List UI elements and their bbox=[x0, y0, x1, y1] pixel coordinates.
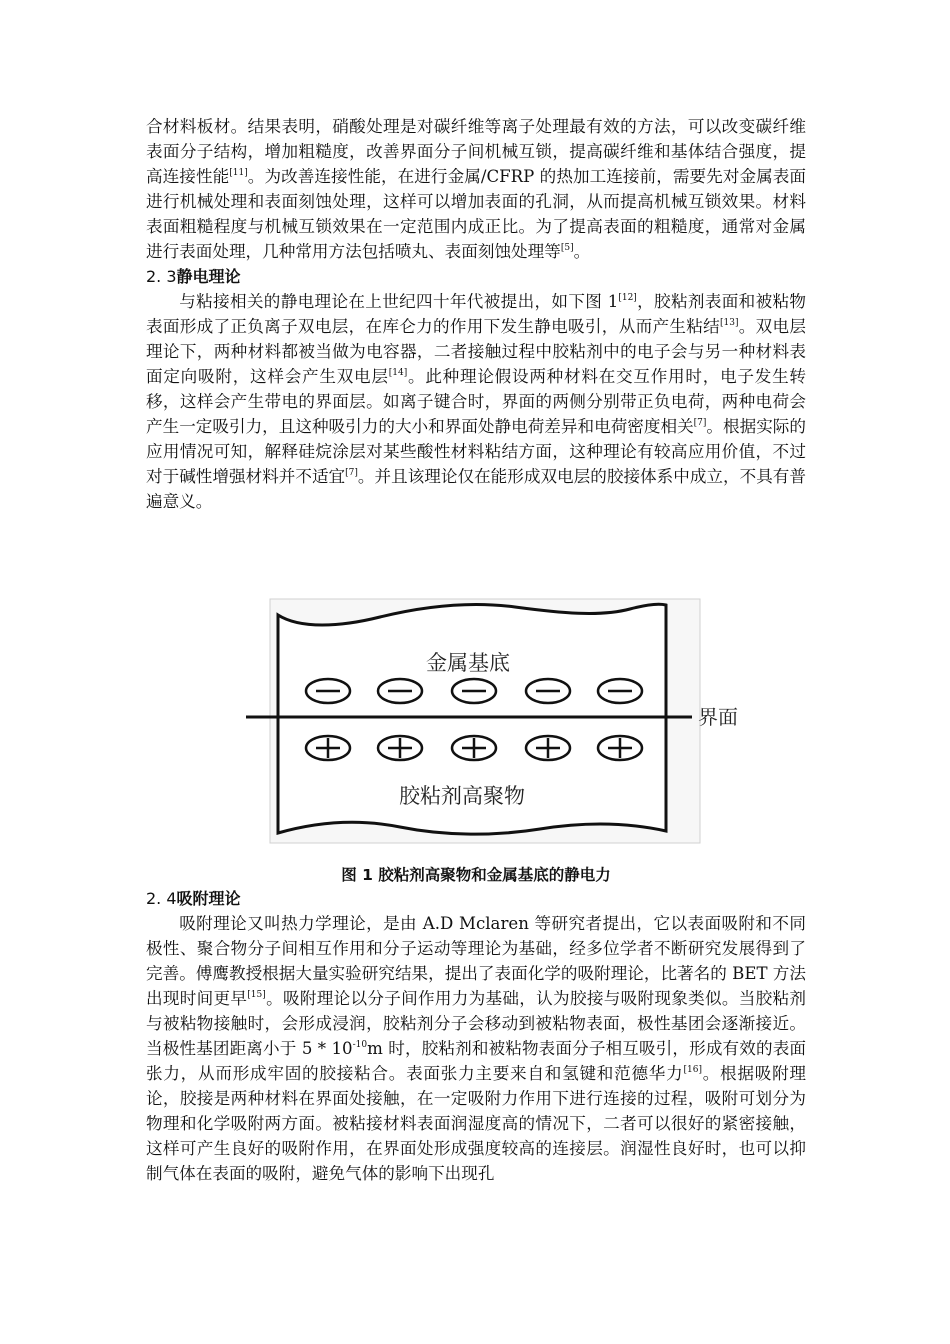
body-text: 与粘接相关的静电理论在上世纪四十年代被提出，如下图 1 bbox=[179, 292, 619, 311]
citation: [15] bbox=[247, 990, 266, 1000]
interface-label: 界面 bbox=[698, 705, 738, 729]
negative-charge-icon bbox=[526, 679, 570, 703]
positive-charge-icon bbox=[598, 736, 642, 760]
negative-charge-icon bbox=[598, 679, 642, 703]
section-2-4-heading bbox=[146, 886, 806, 911]
exponent: -10 bbox=[352, 1040, 368, 1050]
citation: [7] bbox=[345, 468, 358, 478]
section-title: 吸附理论 bbox=[176, 889, 241, 908]
intro-text-2: 。为改善连接性能，在进行金属/CFRP 的热加工连接前，需要先对金属表面进行机械处理和表面刻蚀处理，这样可以增加表面的孔洞，从而提高机械互锁效果。材料表面粗糙程度与机械互锁效果在一定范围内成正比。为了提高表面的粗糙度，通常对金属进行表面处理，几种常用方法包括喷丸、表面刻蚀处理等 bbox=[146, 167, 807, 261]
citation: [13] bbox=[720, 318, 739, 328]
section-title: 静电理论 bbox=[176, 267, 241, 286]
citation: [11] bbox=[229, 168, 248, 178]
intro-text-1: 合材料板材。结果表明，硝酸处理是对碳纤维等离子处理最有效的方法，可以改变碳纤维表面分子结构，增加粗糙度，改善界面分子间机械互锁，提高碳纤维和基体结合强度，提高连接性能 bbox=[146, 117, 806, 186]
section-2-4-paragraph bbox=[146, 911, 806, 1186]
body-text: 。吸附理论以分子间作用力为基础，认为胶接与吸附现象类似。当胶粘剂与被粘物接触时，会形成浸润，胶粘剂分子会移动到被粘物表面，极性基团会逐渐接近。当极性基团距离小于 5 * 10 bbox=[146, 989, 807, 1058]
citation: [16] bbox=[683, 1065, 702, 1075]
intro-paragraph bbox=[146, 114, 806, 264]
body-text: m 时，胶粘剂和被粘物表面分子相互吸引，形成有效的表面张力，从而形成牢固的胶接粘合。表面张力主要来自和氢键和范德华力 bbox=[146, 1039, 807, 1083]
figure-1-diagram bbox=[240, 593, 780, 847]
body-text: 。双电层理论下，两种材料都被当做为电容器，二者接触过程中胶粘剂中的电子会与另一种材料表面定向吸附，这样会产生双电层 bbox=[146, 317, 807, 386]
positive-charge-icon bbox=[452, 736, 496, 760]
upper-text bbox=[146, 114, 806, 514]
positive-charge-icon bbox=[306, 736, 350, 760]
body-text: 吸附理论又叫热力学理论，是由 A.D Mclaren 等研究者提出，它以表面吸附和不同极性、聚合物分子间相互作用和分子运动等理论为基础，经多位学者不断研究发展得到了完善。傅鹰教授根据大量实验研究结果，提出了表面化学的吸附理论，比著名的 BET 方法出现时间更早 bbox=[146, 914, 806, 1008]
body-text: 。此种理论假设两种材料在交互作用时，电子发生转移，这样会产生带电的界面层。如离子键合时，界面的两侧分别带正负电荷，两种电荷会产生一定吸引力，且这种吸引力的大小和界面处静电荷差异和电荷密度相关 bbox=[146, 367, 807, 436]
citation: [7] bbox=[693, 418, 707, 428]
lower-text bbox=[146, 886, 806, 1186]
citation: [5] bbox=[560, 243, 574, 253]
citation: [14] bbox=[388, 368, 408, 378]
body-text: 。根据吸附理论，胶接是两种材料在界面处接触，在一定吸附力作用下进行连接的过程，吸附可划分为物理和化学吸附两方面。被粘接材料表面润湿度高的情况下，二者可以很好的紧密接触，这样可产生良好的吸附作用，在界面处形成强度较高的连接层。润湿性良好时，也可以抑制气体在表面的吸附，避免气体的影响下出现孔 bbox=[146, 1064, 806, 1183]
body-text: ，胶粘剂表面和被粘物表面形成了正负离子双电层，在库仑力的作用下发生静电吸引，从而产生粘结 bbox=[146, 292, 807, 336]
section-2-3-heading bbox=[146, 264, 806, 289]
figure-1-caption: 图 1 胶粘剂高聚物和金属基底的静电力 bbox=[341, 866, 611, 884]
body-text: 。根据实际的应用情况可知，解释硅烷涂层对某些酸性材料粘结方面，这种理论有较高应用价值，不过对于碱性增强材料并不适宜 bbox=[146, 417, 806, 486]
intro-text-3: 。 bbox=[573, 242, 591, 261]
metal-substrate-label: 金属基底 bbox=[426, 651, 510, 675]
positive-charge-icon bbox=[378, 736, 422, 760]
adhesive-polymer-label: 胶粘剂高聚物 bbox=[399, 784, 525, 808]
positive-charge-icon bbox=[526, 736, 570, 760]
negative-charge-icon bbox=[452, 679, 496, 703]
section-number: 2. 4 bbox=[146, 889, 177, 908]
negative-charge-icon bbox=[306, 679, 350, 703]
section-number: 2. 3 bbox=[146, 267, 177, 286]
body-text: 。并且该理论仅在能形成双电层的胶接体系中成立，不具有普遍意义。 bbox=[146, 467, 807, 511]
citation: [12] bbox=[618, 293, 637, 303]
negative-charge-icon bbox=[378, 679, 422, 703]
section-2-3-paragraph bbox=[146, 289, 806, 514]
